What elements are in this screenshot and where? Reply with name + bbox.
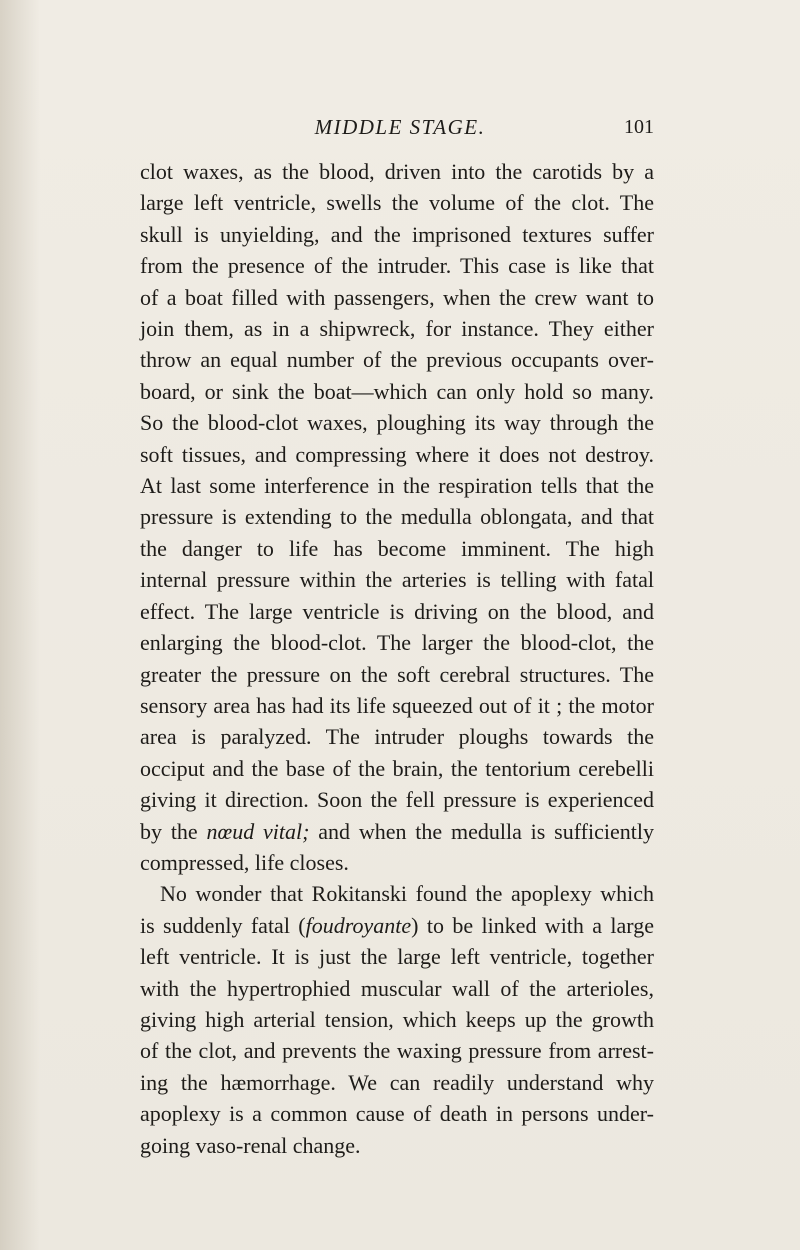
text-line: with the hypertrophied muscular wall of the arterioles,: [140, 975, 654, 1001]
text-line: giving it direction. Soon the fell pressure is experienced: [140, 787, 654, 813]
page-number: 101: [624, 116, 654, 138]
text-line: the danger to life has become imminent. The high: [140, 535, 654, 561]
text-fragment: and when the medulla is sufficiently: [309, 818, 654, 844]
text-line: clot waxes, as the blood, driven into the carotids by a: [140, 159, 654, 184]
text-line: effect. The large ventricle is driving on the blood, and: [140, 598, 654, 624]
text-line: At last some interference in the respiration tells that the: [140, 473, 654, 499]
text-line: ing the hæmorrhage. We can readily understand why: [140, 1069, 654, 1095]
text-line: board, or sink the boat—which can only hold so many.: [140, 378, 654, 404]
page-header: [0, 115, 800, 147]
text-line: join them, as in a shipwreck, for instance. They either: [140, 316, 654, 342]
text-line: throw an equal number of the previous occupants over-: [140, 347, 654, 373]
text-line: from the presence of the intruder. This case is like that: [140, 253, 654, 279]
text-line: of a boat filled with passengers, when the crew want to: [140, 284, 654, 310]
text-line: [140, 910, 654, 941]
text-line: enlarging the blood-clot. The larger the blood-clot, the: [140, 630, 654, 656]
text-fragment: is suddenly fatal (: [140, 912, 306, 938]
text-fragment: by the: [140, 818, 207, 844]
text-line: pressure is extending to the medulla oblongata, and that: [140, 504, 654, 530]
text-line: skull is unyielding, and the imprisoned textures suffer: [140, 221, 654, 247]
text-line: left ventricle. It is just the large left ventricle, together: [140, 944, 654, 970]
text-line: greater the pressure on the soft cerebral structures. The: [140, 661, 654, 687]
text-line: apoplexy is a common cause of death in persons under-: [140, 1101, 654, 1127]
paragraph-2: [140, 878, 654, 1161]
text-line: area is paralyzed. The intruder ploughs towards the: [140, 724, 654, 750]
text-line: So the blood-clot waxes, ploughing its way through the: [140, 410, 654, 436]
text-line: No wonder that Rokitanski found the apoplexy which: [160, 881, 654, 907]
text-line: occiput and the base of the brain, the tentorium cerebelli: [140, 755, 654, 781]
paragraph-1: [140, 156, 654, 878]
text-line: large left ventricle, swells the volume of the clot. The: [140, 190, 654, 216]
body-text: [140, 156, 654, 1161]
italic-term: nœud vital;: [206, 818, 310, 844]
text-fragment: ) to be linked with a large: [411, 912, 654, 938]
text-line: giving high arterial tension, which keeps up the growth: [140, 1006, 654, 1032]
text-line: going vaso-renal change.: [140, 1132, 361, 1158]
text-line: compressed, life closes.: [140, 849, 349, 875]
italic-term: foudroyante: [305, 912, 412, 938]
text-line: sensory area has had its life squeezed out of it ; the motor: [140, 692, 654, 718]
text-line: of the clot, and prevents the waxing pressure from arrest-: [140, 1038, 654, 1064]
text-line: internal pressure within the arteries is telling with fatal: [140, 567, 654, 593]
running-head: MIDDLE STAGE.: [314, 115, 486, 139]
text-line: soft tissues, and compressing where it does not destroy.: [140, 441, 654, 467]
text-line: [140, 816, 654, 847]
